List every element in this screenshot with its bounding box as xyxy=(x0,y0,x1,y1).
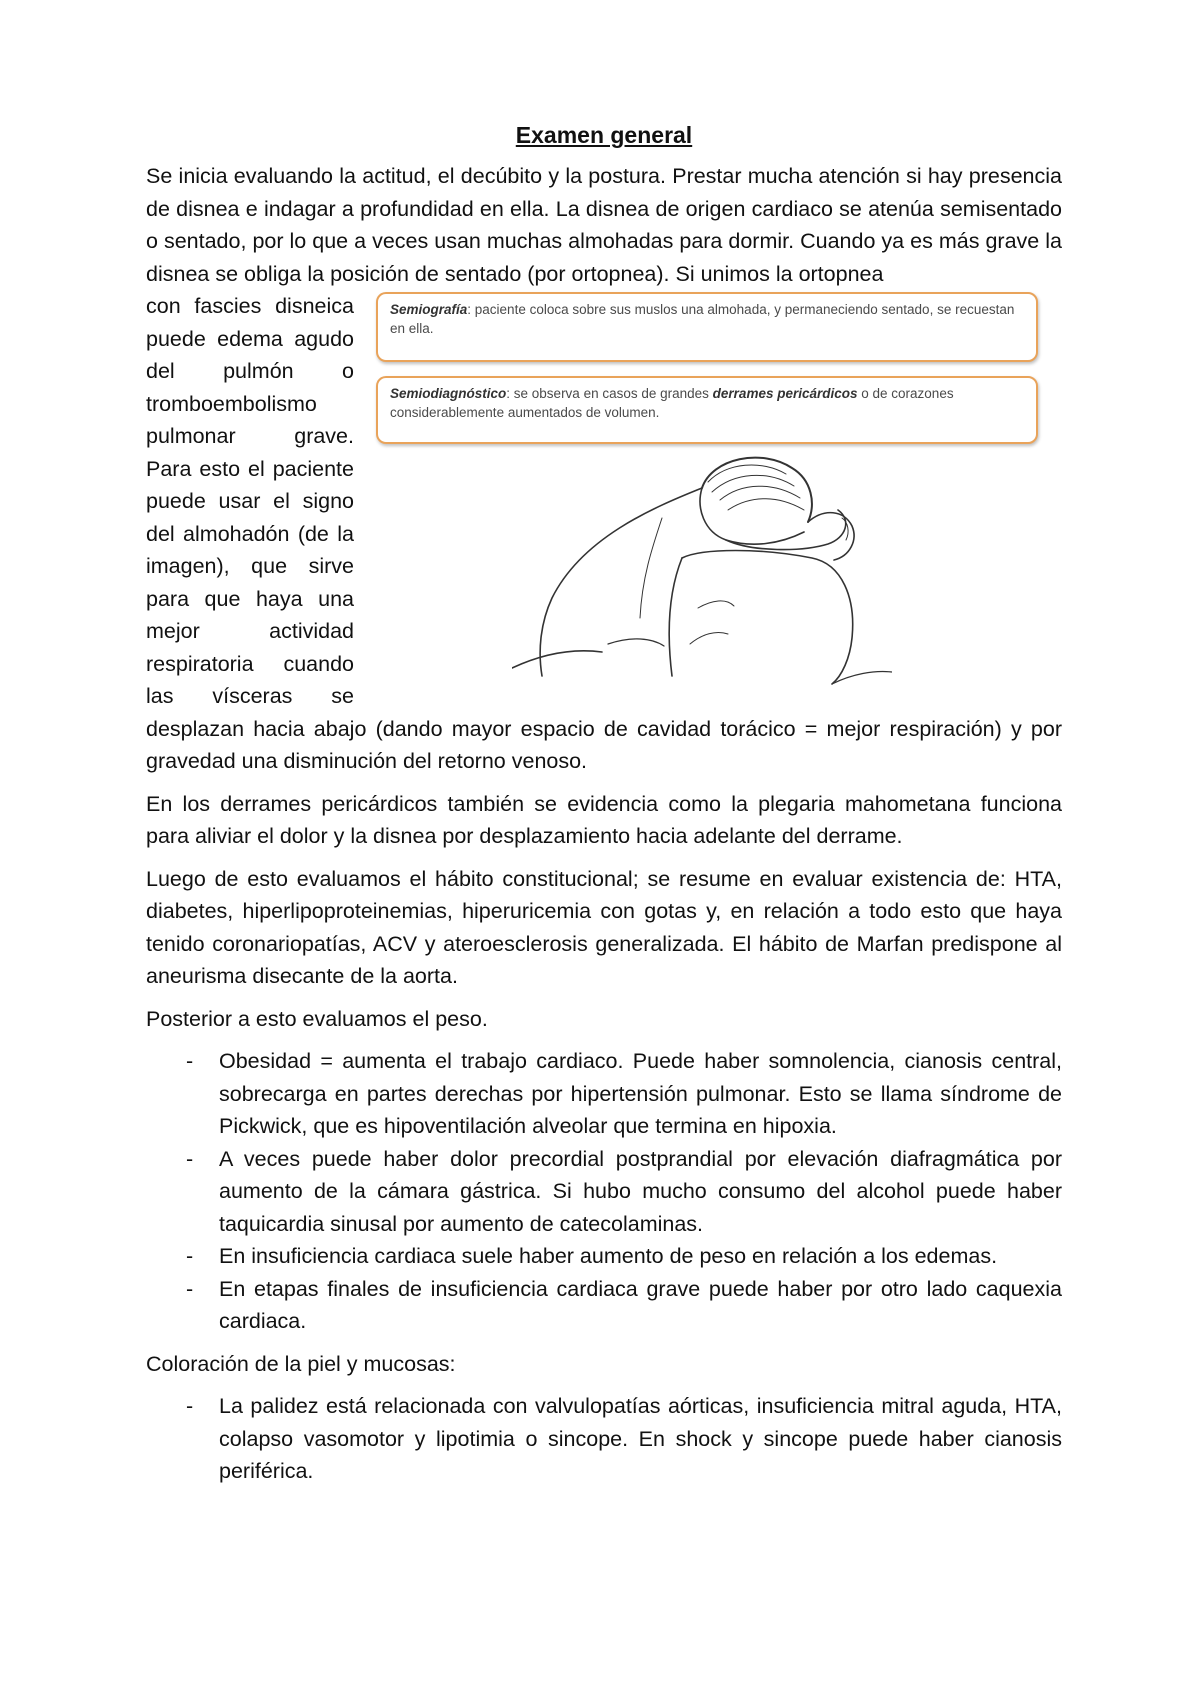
semiografia-figure xyxy=(372,290,1068,690)
semiodiagnostico-emphasis: derrames pericárdicos xyxy=(712,386,858,401)
semiodiagnostico-label: Semiodiagnóstico xyxy=(390,386,507,401)
semiodiagnostico-callout xyxy=(376,376,1038,444)
narrow-line: respiratoria cuando xyxy=(146,651,354,676)
coloracion-list xyxy=(146,1390,1062,1488)
list-item: - A veces puede haber dolor precordial postprandial por elevación diafragmática por aumento de la cámara gástrica. Si hubo mucho consumo del alcohol puede haber taquicardia sinusal por aumento de catecolaminas. xyxy=(146,1143,1062,1241)
narrow-line: con fascies disneica xyxy=(146,294,354,318)
paragraph-derrames: En los derrames pericárdicos también se evidencia como la plegaria mahometana funciona para aliviar el dolor y la disnea por desplazamiento hacia adelante del derrame. xyxy=(146,791,1062,848)
list-item: - En insuficiencia cardiaca suele haber aumento de peso en relación a los edemas. xyxy=(146,1240,1062,1273)
narrow-line: mejor actividad xyxy=(146,619,354,643)
semiografia-callout xyxy=(376,292,1038,362)
narrow-line: imagen), que sirve xyxy=(146,554,354,578)
list-item: - Obesidad = aumenta el trabajo cardiaco. Puede haber somnolencia, cianosis central, sobrecarga en partes derechas por hipertensión pulmonar. Esto se llama síndrome de Pickwick, que es hipoventilación alveolar que termina en hipoxia. xyxy=(146,1045,1062,1143)
list-item: - La palidez está relacionada con valvulopatías aórticas, insuficiencia mitral aguda, HTA, colapso vasomotor y lipotimia o sincope. En shock y sincope puede haber cianosis periférica. xyxy=(146,1390,1062,1488)
peso-list xyxy=(146,1045,1062,1338)
narrow-line: puede edema agudo xyxy=(146,326,354,351)
page-title: Examen general xyxy=(515,122,693,148)
document-page xyxy=(146,118,1062,1498)
narrow-line: Para esto el paciente xyxy=(146,456,354,481)
paragraph-peso: Posterior a esto evaluamos el peso. xyxy=(146,1006,488,1031)
paragraph-habito: Luego de esto evaluamos el hábito constitucional; se resume en evaluar existencia de: HTA, diabetes, hiperlipoproteinemias, hiperuricemia con gotas y, en relación a todo esto que haya tenido coronariopatías, ACV y ateroesclerosis generalizada. El hábito de Marfan predispone al aneurisma disecante de la aorta. xyxy=(146,866,1062,988)
semiografia-text: : paciente coloca sobre sus muslos una almohada, y permaneciendo sentado, se recuestan en ella. xyxy=(390,302,1015,336)
list-item: - En etapas finales de insuficiencia cardiaca grave puede haber por otro lado caquexia cardiaca. xyxy=(146,1273,1062,1338)
coloracion-heading: Coloración de la piel y mucosas: xyxy=(146,1351,456,1376)
intro-paragraph: Se inicia evaluando la actitud, el decúbito y la postura. Prestar mucha atención si hay presencia de disnea e indagar a profundidad en ella. La disnea de origen cardiaco se atenúa semisentado o sentado, por lo que a veces usan muchas almohadas para dormir. Cuando ya es más grave la disnea se obliga la posición de sentado (por ortopnea). Si unimos la ortopnea xyxy=(146,164,1062,286)
semiografia-label: Semiografía xyxy=(390,302,468,317)
semiodiagnostico-text-b: o de corazones considerablemente aumentados de volumen. xyxy=(390,386,954,420)
narrow-line: para que haya una xyxy=(146,586,354,611)
patient-pillow-illustration xyxy=(512,448,892,686)
narrow-line: tromboembolismo xyxy=(146,391,317,416)
narrow-line: puede usar el signo xyxy=(146,489,354,513)
narrow-text-column xyxy=(146,290,354,713)
continuation-paragraph: desplazan hacia abajo (dando mayor espacio de cavidad torácico = mejor respiración) y por gravedad una disminución del retorno venoso. xyxy=(146,716,1062,773)
narrow-line: del almohadón (de la xyxy=(146,521,354,546)
narrow-line: pulmonar grave. xyxy=(146,424,354,448)
figure-section xyxy=(146,290,1062,713)
narrow-line: del pulmón o xyxy=(146,359,354,383)
semiodiagnostico-text-a: : se observa en casos de grandes xyxy=(506,386,713,401)
narrow-line: las vísceras se xyxy=(146,684,354,708)
